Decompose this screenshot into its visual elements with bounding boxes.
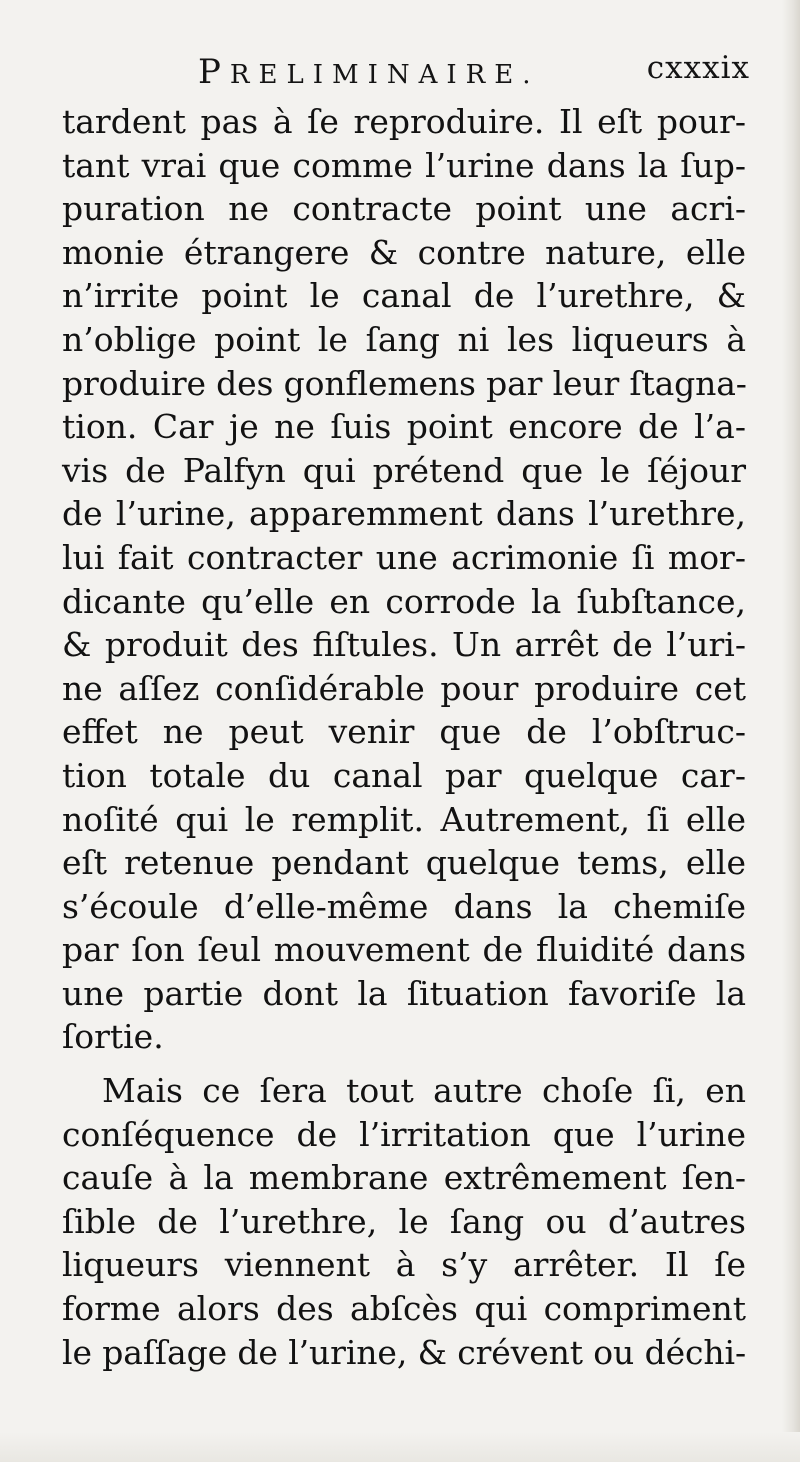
text-line: le paſſage de l’urine, & crévent ou déchi- [62, 1332, 746, 1372]
paragraph-gap [62, 1059, 746, 1069]
text-line: s’écoule d’elle-même dans la chemiſe [62, 886, 746, 926]
paragraph-1 [62, 100, 746, 1059]
text-line: ſortie. [62, 1017, 164, 1057]
text-line: conſéquence de l’irritation que l’urine [62, 1114, 746, 1154]
text-line: par ſon ſeul mouvement de fluidité dans [62, 930, 746, 970]
scan-bottom-margin [0, 1432, 800, 1462]
text-line: puration ne contracte point une acri- [62, 189, 746, 229]
text-line: tant vrai que comme l’urine dans la ſup- [62, 145, 746, 185]
text-line: de l’urine, apparemment dans l’urethre, [62, 494, 746, 534]
text-line: ne aſſez conſidérable pour produire cet [62, 668, 746, 708]
text-line: tion totale du canal par quelque car- [62, 755, 746, 795]
text-line: noſité qui le remplit. Autrement, ſi elle [62, 799, 746, 839]
text-line: lui fait contracter une acrimonie ſi mor- [62, 537, 746, 577]
paragraph-2 [62, 1069, 746, 1374]
text-line: & produit des fiſtules. Un arrêt de l’uri- [62, 625, 746, 665]
text-line: tion. Car je ne ſuis point encore de l’a- [62, 407, 746, 447]
running-head-title: PRELIMINAIRE. [198, 52, 540, 92]
text-line: dicante qu’elle en corrode la ſubſtance, [62, 581, 746, 621]
running-head [60, 46, 750, 96]
text-line: produire des gonflemens par leur ſtagna- [62, 363, 747, 403]
text-line: liqueurs viennent à s’y arrêter. Il ſe [62, 1245, 746, 1285]
scan-edge-shadow [782, 0, 800, 1462]
text-line: forme alors des abſcès qui compriment [62, 1289, 746, 1329]
text-line: effet ne peut venir que de l’obſtruc- [62, 712, 746, 752]
text-line: tardent pas à ſe reproduire. Il eſt pour- [62, 102, 746, 141]
page-number: cxxxix [646, 50, 750, 86]
text-line: eſt retenue pendant quelque tems, elle [62, 843, 746, 883]
text-line: vis de Palfyn qui prétend que le ſéjour [62, 450, 746, 490]
text-line: monie étrangere & contre nature, elle [62, 232, 746, 272]
text-line: Mais ce ſera tout autre choſe ſi, en [102, 1071, 746, 1111]
text-line: n’oblige point le ſang ni les liqueurs à [62, 319, 746, 359]
text-line: une partie dont la ſituation favoriſe la [62, 973, 746, 1013]
text-line: cauſe à la membrane extrêmement ſen- [62, 1158, 746, 1198]
text-line: n’irrite point le canal de l’urethre, & [62, 276, 746, 316]
body-text [62, 100, 746, 1374]
text-line: ſible de l’urethre, le ſang ou d’autres [62, 1201, 746, 1241]
